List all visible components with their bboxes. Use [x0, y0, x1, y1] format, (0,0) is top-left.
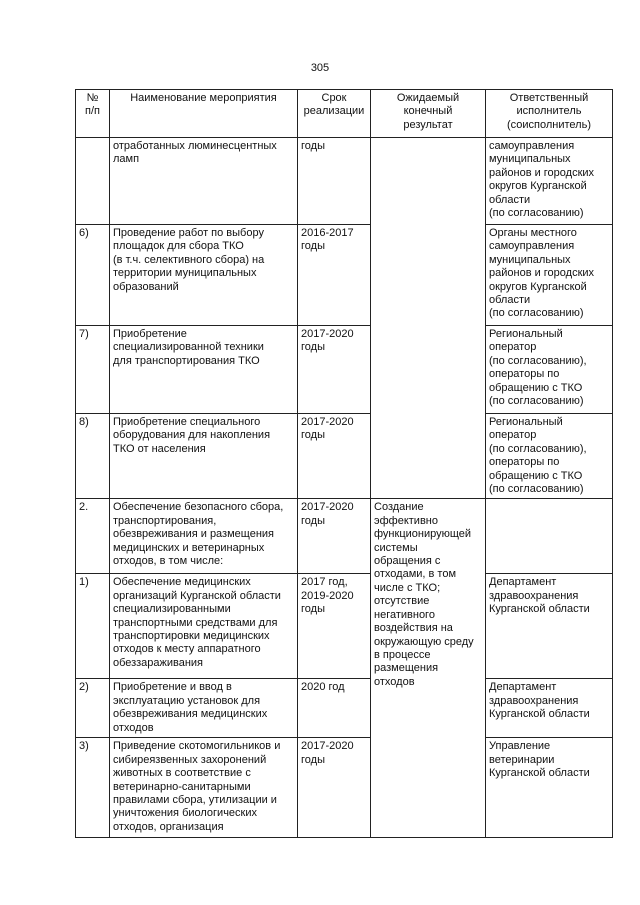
- measures-table: [75, 89, 613, 838]
- row-executor: Региональный оператор (по согласованию), операторы по обращению с ТКО (по согласованию): [486, 414, 613, 499]
- header-result: Ожидаемый конечный результат: [371, 90, 486, 138]
- table-row: [76, 138, 613, 225]
- header-term: Срок реализации: [298, 90, 371, 138]
- row-result-empty: [371, 138, 486, 499]
- row-num: 2): [76, 679, 110, 738]
- row-executor: Региональный оператор (по согласованию), операторы по обращению с ТКО (по согласованию): [486, 326, 613, 414]
- row-name: Приведение скотомогильников и сибиреязвенных захоронений животных в соответствие с ветеринарно-санитарными правилами сбора, утилизации и уничтожения биологических отходов, организация: [110, 738, 298, 838]
- row-term: 2017-2020 годы: [298, 326, 371, 414]
- row-term: 2017 год, 2019-2020 годы: [298, 574, 371, 679]
- table-row: [76, 225, 613, 326]
- row-term: 2016-2017 годы: [298, 225, 371, 326]
- header-name: Наименование мероприятия: [110, 90, 298, 138]
- row-executor: Управление ветеринарии Курганской области: [486, 738, 613, 838]
- table-row: [76, 679, 613, 738]
- row-num: [76, 138, 110, 225]
- row-num: 6): [76, 225, 110, 326]
- row-name: Приобретение и ввод в эксплуатацию установок для обезвреживания медицинских отходов: [110, 679, 298, 738]
- table-row: [76, 326, 613, 414]
- row-name: Приобретение специального оборудования для накопления ТКО от населения: [110, 414, 298, 499]
- row-name: Приобретение специализированной техники для транспортирования ТКО: [110, 326, 298, 414]
- row-executor: Органы местного самоуправления муниципальных районов и городских округов Курганской области (по согласованию): [486, 225, 613, 326]
- row-term: годы: [298, 138, 371, 225]
- row-num: 3): [76, 738, 110, 838]
- header-executor: Ответственный исполнитель (соисполнитель): [486, 90, 613, 138]
- row-num: 1): [76, 574, 110, 679]
- table-header-row: [76, 90, 613, 138]
- page-number: 305: [310, 62, 330, 74]
- row-result: Создание эффективно функционирующей системы обращения с отходами, в том числе с ТКО; отсутствие негативного воздействия на окружающую среду в процессе размещения отходов: [371, 499, 486, 838]
- row-name: Обеспечение медицинских организаций Курганской области специализированными транспортными средствами для транспортировки медицинских отходов к месту аппаратного обеззараживания: [110, 574, 298, 679]
- table-row: [76, 574, 613, 679]
- row-num: 7): [76, 326, 110, 414]
- row-term: 2020 год: [298, 679, 371, 738]
- row-executor: Департамент здравоохранения Курганской области: [486, 574, 613, 679]
- row-term: 2017-2020 годы: [298, 414, 371, 499]
- header-num: № п/п: [76, 90, 110, 138]
- row-term: 2017-2020 годы: [298, 738, 371, 838]
- row-executor: [486, 499, 613, 574]
- table-row: [76, 738, 613, 838]
- table-row: [76, 414, 613, 499]
- row-name: Проведение работ по выбору площадок для сбора ТКО (в т.ч. селективного сбора) на территории муниципальных образований: [110, 225, 298, 326]
- row-name: Обеспечение безопасного сбора, транспортирования, обезвреживания и размещения медицинских и ветеринарных отходов, в том числе:: [110, 499, 298, 574]
- row-num: 8): [76, 414, 110, 499]
- row-term: 2017-2020 годы: [298, 499, 371, 574]
- table-row: [76, 499, 613, 574]
- row-executor: самоуправления муниципальных районов и городских округов Курганской области (по согласованию): [486, 138, 613, 225]
- row-executor: Департамент здравоохранения Курганской области: [486, 679, 613, 738]
- row-name: отработанных люминесцентных ламп: [110, 138, 298, 225]
- row-num: 2.: [76, 499, 110, 574]
